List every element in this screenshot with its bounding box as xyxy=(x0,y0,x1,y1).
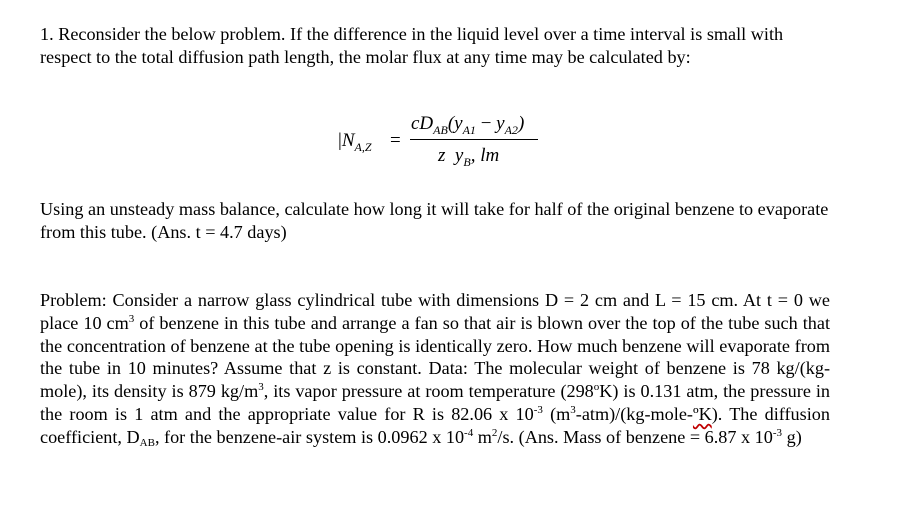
problem-2-text xyxy=(40,289,830,449)
molar-flux-equation xyxy=(338,113,578,173)
lhs-subscript: A,Z xyxy=(354,139,372,154)
p2-part4: K) is 0.131 atm, the pressure in the room is 1 atm and the appropriate value for R is 82.06 x 10 xyxy=(40,381,830,424)
p2-sup4: 3 xyxy=(570,403,576,416)
den-sub-b: B xyxy=(463,154,471,169)
p2-part2: of benzene in this tube and arrange a fan so that air is blown over the top of the tube such that the concentration of benzene at the tube opening is identically zero. How much benzene will evaporate from the tube in 10 minutes? Assume that z is constant. Data: The molecular weight of benzene is 78 kg/(kg-mole), its density is 879 kg/m xyxy=(40,312,830,402)
den-lm: , lm xyxy=(470,145,500,166)
instruction-text: Using an unsteady mass balance, calculate how long it will take for half of the original benzene to evaporate from this tube. (Ans. t = 4.7 days) xyxy=(40,199,829,242)
p2-sup3: -3 xyxy=(533,403,543,416)
p2-part1: Problem: Consider a narrow glass cylindrical tube with dimensions D = 2 cm and L = 15 cm. At t = 0 we place 10 cm xyxy=(40,290,830,333)
num-y1: y xyxy=(454,113,463,134)
num-y2: y xyxy=(496,113,505,134)
equation-denominator xyxy=(438,145,499,170)
p2-part6: -atm)/(kg-mole- xyxy=(575,403,693,424)
equation-lhs: $|N_{A,Z}$ xyxy=(338,130,372,154)
lhs-symbol: N xyxy=(341,130,355,151)
p2-sub-ab: AB xyxy=(139,436,155,449)
num-cd: cD xyxy=(411,113,434,134)
p2-part5: (m xyxy=(542,403,571,424)
p2-sup2: 3 xyxy=(258,381,264,394)
p2-part10: /s. (Ans. Mass of benzene = 6.87 x 10 xyxy=(497,426,773,447)
p2-part9: m xyxy=(473,426,492,447)
p2-sup7: -3 xyxy=(772,426,783,439)
p2-sup6: 2 xyxy=(491,426,498,439)
problem-1-text: 1. Reconsider the below problem. If the difference in the liquid level over a time interval is small with respect to the total diffusion path length, the molar flux at any time may be calculated by: xyxy=(40,24,784,67)
p2-part3: , its vapor pressure at room temperature (298 xyxy=(263,381,594,402)
equation-numerator xyxy=(411,113,524,138)
spellcheck-squiggle: ºK xyxy=(692,403,712,424)
den-z: z xyxy=(438,145,446,166)
num-minus: − xyxy=(475,113,497,134)
p2-part7: ). The diffusion coefficient, D xyxy=(40,403,830,447)
p2-part8: , for the benzene-air system is 0.0962 x 10 xyxy=(154,426,465,447)
num-paren-close: ) xyxy=(517,113,525,134)
fraction-bar xyxy=(410,139,538,140)
num-paren-open: ( xyxy=(447,113,455,134)
p2-sup5: -4 xyxy=(464,426,474,439)
den-y: y xyxy=(454,145,464,166)
p2-sup1: 3 xyxy=(128,312,135,325)
num-sub-ab: AB xyxy=(433,122,448,137)
num-sub-a1: A1 xyxy=(462,122,476,137)
num-sub-a2: A2 xyxy=(504,122,518,137)
p2-part11: g) xyxy=(782,426,802,447)
p2-degree: o xyxy=(593,381,600,394)
equals-sign: = xyxy=(390,130,401,151)
